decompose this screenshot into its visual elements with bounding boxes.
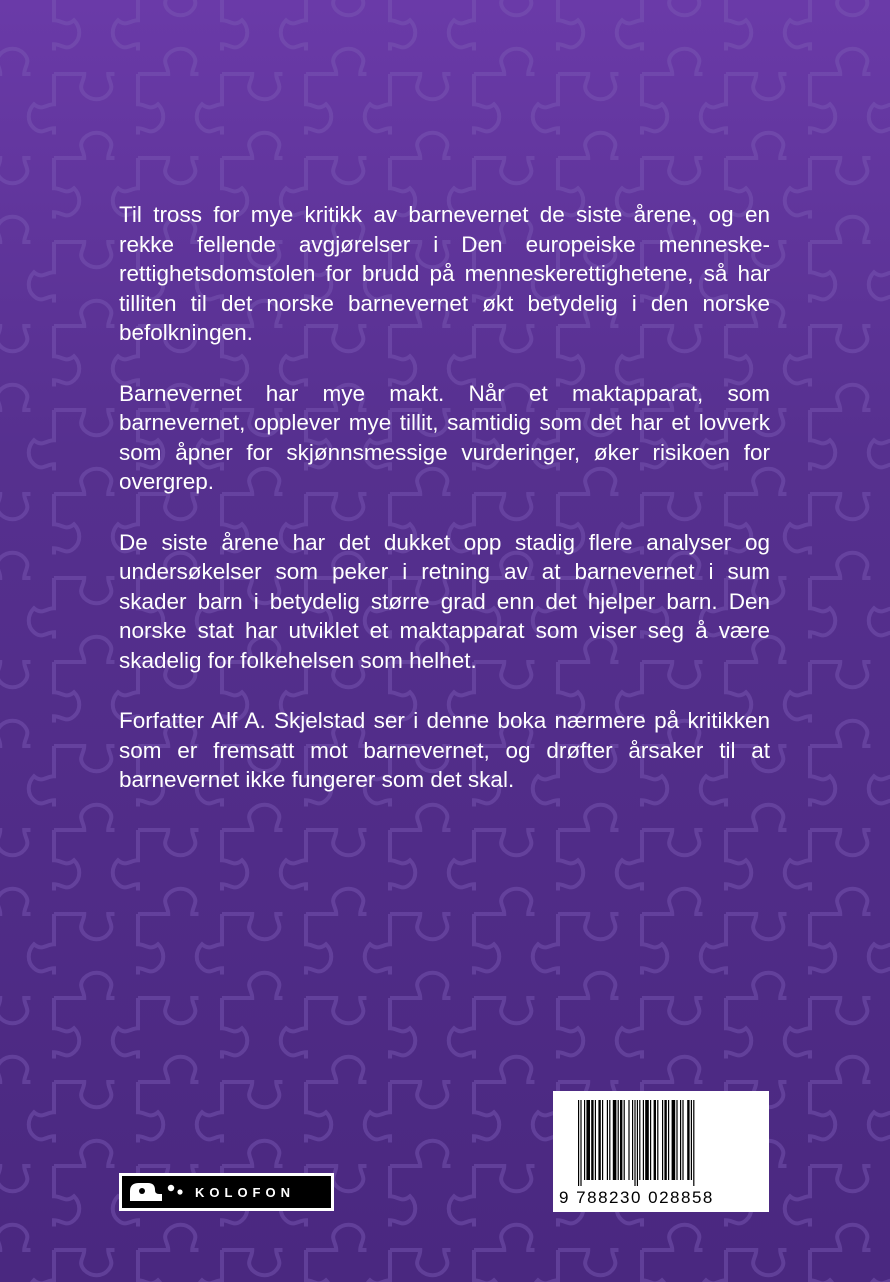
barcode-bar — [693, 1100, 694, 1186]
barcode-bar — [595, 1100, 596, 1180]
barcode-bar — [609, 1100, 610, 1180]
barcode-bar — [657, 1100, 658, 1180]
barcode-bar — [639, 1100, 640, 1180]
barcode-bar — [634, 1100, 635, 1186]
isbn-barcode — [553, 1091, 769, 1212]
barcode-bar — [643, 1100, 644, 1180]
barcode-bar — [654, 1100, 656, 1180]
blurb-paragraph-4: Forfatter Alf A. Skjelstad ser i denne boka nærmere på kritikken som er fremsatt mot barnevernet, og drøfter årsaker til at barnevernet ikke fungerer som det skal. — [119, 708, 770, 792]
blurb-paragraph-2: Barnevernet har mye makt. Når et maktapparat, som barnevernet, opplever mye tillit, samtidig som det har et lovverk som åpner for skjønnsmessige vurderinger, øker risikoen for overgrep. — [119, 380, 770, 494]
blurb-paragraph-3: De siste årene har det dukket opp stadig flere analyser og undersøkelser som peker i retning av at barnevernet i sum skader barn i betydelig større grad enn det hjelper barn. Den norske stat har utviklet et maktapparat som viser seg å være skadelig for folkehelsen som helhet. — [119, 529, 770, 673]
barcode-bar — [613, 1100, 617, 1180]
barcode-bar — [691, 1100, 692, 1180]
barcode-bar — [620, 1100, 622, 1180]
blurb-paragraph-1: Til tross for mye kritikk av barnevernet de siste årene, og en rekke fellende avgjørelser i Den europeiske menneske-rettighetsdomstolen for brudd på menneskerettighetene, så har tilliten til det norske barnevernet økt betydelig i den norske befolkningen. — [119, 202, 770, 345]
barcode-bars — [578, 1100, 744, 1186]
barcode-bar — [680, 1100, 681, 1180]
isbn-number: 9 788230 028858 — [559, 1188, 714, 1207]
barcode-bar — [650, 1100, 651, 1180]
publisher-logo — [119, 1173, 334, 1211]
publisher-name: KOLOFON — [195, 1185, 295, 1200]
barcode-bar — [628, 1100, 629, 1180]
barcode-bar — [672, 1100, 676, 1180]
barcode-bar — [637, 1100, 638, 1186]
barcode-bar — [624, 1100, 625, 1180]
barcode-bar — [668, 1100, 669, 1180]
barcode-bar — [676, 1100, 677, 1180]
barcode-bar — [602, 1100, 603, 1180]
barcode-bar — [682, 1100, 683, 1180]
barcode-bar — [662, 1100, 663, 1180]
back-cover-blurb — [119, 200, 770, 795]
barcode-bar — [607, 1100, 608, 1180]
barcode-bar — [632, 1100, 633, 1180]
barcode-bar — [578, 1100, 579, 1186]
kolofon-logo-icon — [128, 1179, 188, 1205]
barcode-bar — [586, 1100, 590, 1180]
barcode-bar — [687, 1100, 689, 1180]
barcode-bar — [664, 1100, 666, 1180]
barcode-bar — [618, 1100, 619, 1180]
barcode-bar — [580, 1100, 581, 1186]
barcode-bar — [645, 1100, 649, 1180]
barcode-bar — [584, 1100, 585, 1180]
barcode-bar — [591, 1100, 593, 1180]
barcode-bar — [598, 1100, 600, 1180]
